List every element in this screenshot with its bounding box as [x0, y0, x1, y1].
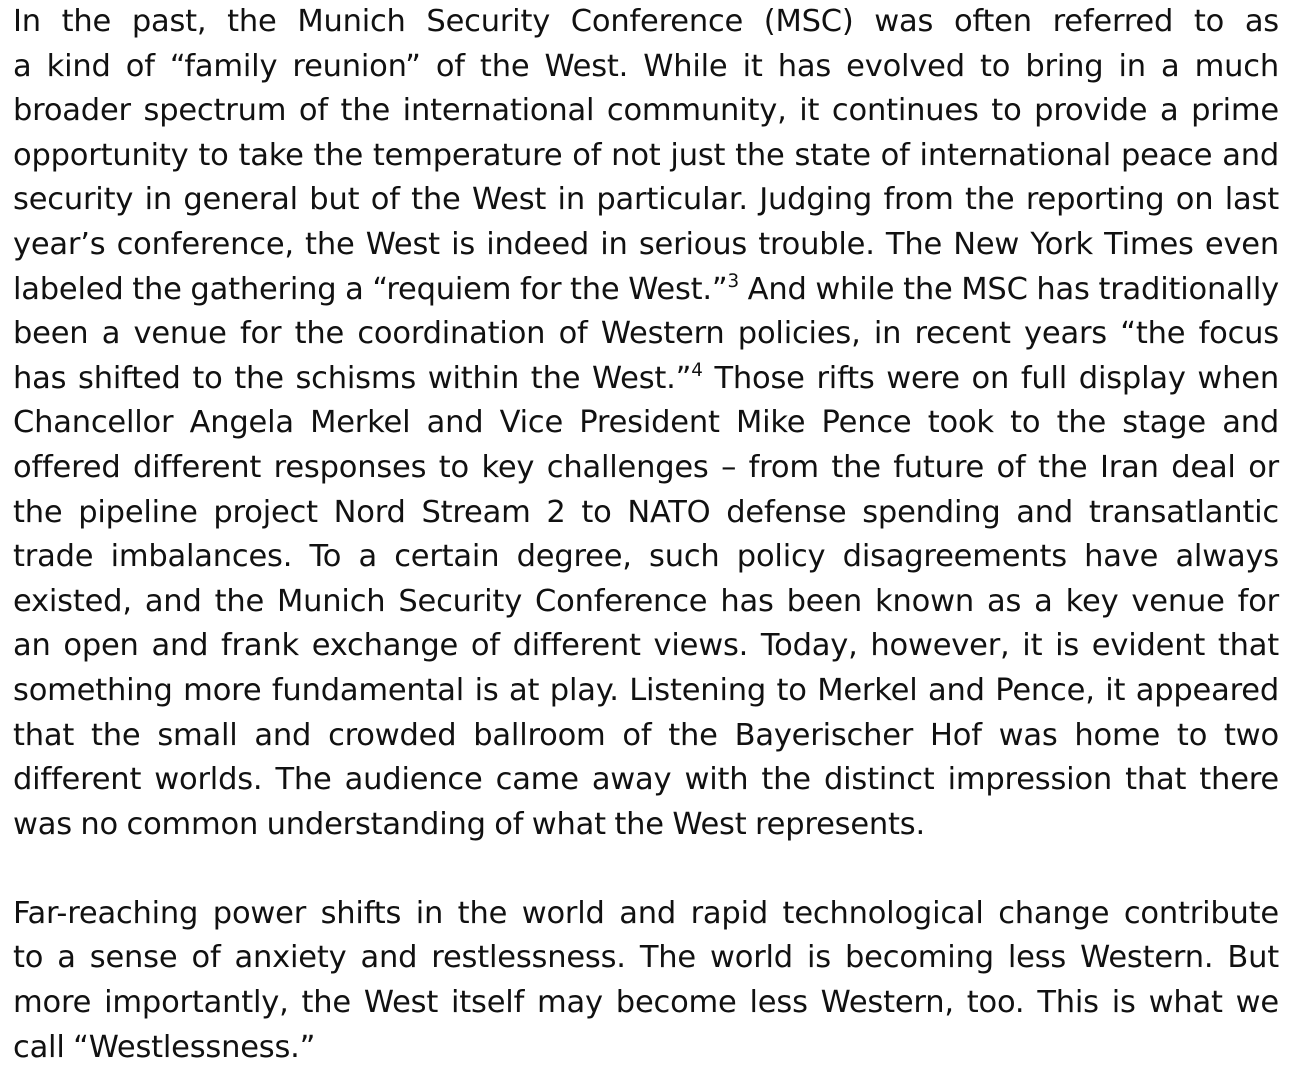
text-line: that the small and crowded ballroom of the Bayerischer Hof was home to two — [13, 717, 1279, 753]
text-segment: has shifted to the schisms within the West.” — [13, 360, 692, 396]
text-line: offered different responses to key challenges – from the future of the Iran deal or — [13, 449, 1279, 485]
text-line: Far-reaching power shifts in the world and rapid technological change contribute — [13, 895, 1279, 931]
text-line: call “Westlessness.” — [13, 1029, 316, 1065]
text-line: year’s conference, the West is indeed in serious trouble. The New York Times even — [13, 226, 1279, 262]
text-line: to a sense of anxiety and restlessness. The world is becoming less Western. But — [13, 940, 1279, 976]
text-line: security in general but of the West in particular. Judging from the reporting on last — [13, 182, 1279, 218]
text-line: broader spectrum of the international community, it continues to provide a prime — [13, 93, 1279, 129]
document-page — [13, 0, 1279, 1070]
text-segment: labeled the gathering a “requiem for the West.” — [13, 271, 728, 307]
text-line: In the past, the Munich Security Conference (MSC) was often referred to as — [13, 4, 1279, 39]
text-line — [13, 357, 1279, 402]
text-line: the pipeline project Nord Stream 2 to NATO defense spending and transatlantic — [13, 494, 1279, 530]
paragraph-2 — [13, 892, 1279, 1070]
text-line: was no common understanding of what the West represents. — [13, 806, 925, 842]
text-line: trade imbalances. To a certain degree, such policy disagreements have always — [13, 539, 1279, 575]
text-line: been a venue for the coordination of Western policies, in recent years “the focus — [13, 316, 1279, 352]
text-line: opportunity to take the temperature of not just the state of international peace and — [13, 137, 1279, 173]
text-line: more importantly, the West itself may become less Western, too. This is what we — [13, 985, 1279, 1021]
footnote-ref-4[interactable]: 4 — [691, 359, 703, 381]
text-line: a kind of “family reunion” of the West. While it has evolved to bring in a much — [13, 48, 1279, 84]
text-line: an open and frank exchange of different views. Today, however, it is evident that — [13, 628, 1279, 664]
text-line — [13, 268, 1279, 313]
text-segment: Those rifts were on full display when — [702, 360, 1279, 396]
text-line: something more fundamental is at play. Listening to Merkel and Pence, it appeared — [13, 672, 1279, 708]
paragraph-1 — [13, 0, 1279, 847]
text-line: existed, and the Munich Security Conference has been known as a key venue for — [13, 583, 1279, 619]
footnote-ref-3[interactable]: 3 — [727, 270, 739, 292]
text-segment: And while the MSC has traditionally — [738, 271, 1279, 307]
text-line: different worlds. The audience came away with the distinct impression that there — [13, 762, 1279, 798]
text-line: Chancellor Angela Merkel and Vice President Mike Pence took to the stage and — [13, 405, 1279, 441]
